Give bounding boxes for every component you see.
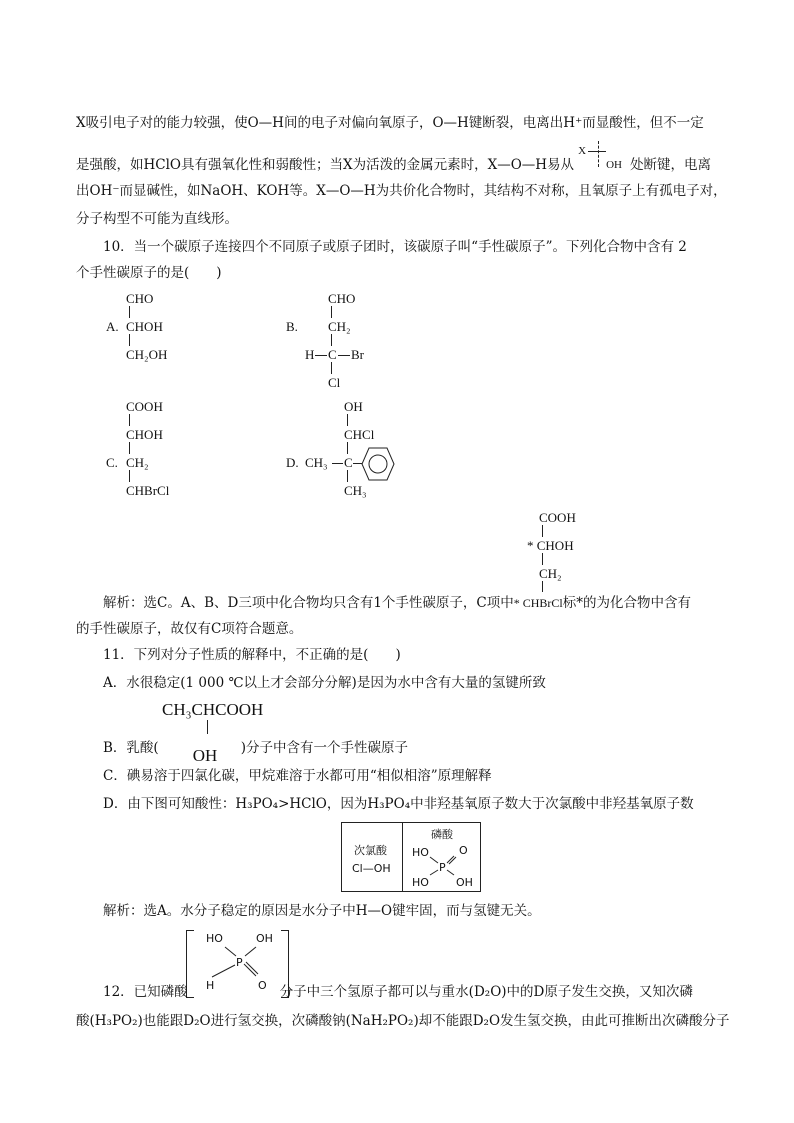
q12-line-2: 酸(H₃PO₂)也能跟D₂O进行氢交换，次磷酸钠(NaH₂PO₂)却不能跟D₂O发生氢交换，由此可推断出次磷酸分子 — [76, 1013, 730, 1029]
q11-analysis: 解析：选A。水分子稳定的原因是水分子中H—O键牢固，而与氢键无关。 — [103, 903, 541, 919]
p-atom: P — [439, 861, 446, 874]
text-segment: 是强酸，如HClO具有强氧化性和弱酸性；当X为活泼的金属元素时，X—O—H易从 — [76, 157, 575, 173]
d-chcl: CHCl — [344, 427, 375, 442]
acid-comparison-table — [341, 822, 481, 892]
q11-option-c: C．碘易溶于四氯化碳，甲烷难溶于水都可用“相似相溶”原理解释 — [103, 768, 492, 784]
option-c-label: C. — [106, 455, 118, 470]
q11-option-b — [103, 738, 408, 765]
a-ch2oh: CH₂OH — [126, 347, 168, 362]
option-d-label: D. — [286, 455, 299, 470]
o-double: O — [459, 844, 468, 857]
lactic-oh: OH — [192, 746, 218, 765]
option-b-label: B. — [286, 319, 298, 334]
ans-chbrcl: * CHBrCl — [513, 596, 563, 610]
c-ch2: CH₂ — [126, 455, 149, 470]
ho-2: HO — [412, 876, 429, 889]
d-ch3-left: CH₃ — [305, 455, 328, 470]
q11-stem: 11．下列对分子性质的解释中，不正确的是( ) — [103, 647, 401, 663]
d-oh: OH — [344, 399, 363, 414]
b-br: Br — [351, 347, 364, 362]
bond-line — [588, 151, 606, 152]
analysis-text-line-2 — [76, 145, 712, 175]
bond — [331, 362, 332, 374]
q10-analysis-line-1 — [103, 593, 691, 613]
table-divider — [402, 823, 403, 891]
break-line — [598, 141, 599, 167]
b-cho: CHO — [328, 291, 356, 306]
option-a-label: A. — [106, 319, 119, 334]
q10-stem-line-1: 10．当一个碳原子连接四个不同原子或原子团时，该碳原子叫“手性碳原子”。下列化合物中含有 2 — [103, 239, 687, 255]
p12-ho: HO — [206, 932, 223, 945]
text-segment: 12．已知磷酸 — [103, 984, 188, 1000]
benzene-ring-icon — [361, 447, 395, 481]
d-c: C — [344, 455, 353, 470]
ans-cooh: COOH — [539, 510, 576, 525]
bond — [347, 470, 348, 482]
analysis-text-line-3: 出OH⁻而显碱性，如NaOH、KOH等。X—O—H为共价化合物时，其结构不对称，且氧原子上有孤电子对， — [76, 183, 727, 199]
p12-bonds — [210, 940, 270, 986]
text-segment: 标*的为化合物中含有 — [562, 595, 692, 611]
p12-h: H — [206, 979, 215, 992]
b-h: H — [305, 347, 315, 362]
text-segment: 处断键，电离 — [630, 157, 712, 173]
text-segment: 分子中三个氢原子都可以与重水(D₂O)中的D原子发生交换，又知次磷 — [279, 984, 693, 1000]
text-segment: )分子中含有一个手性碳原子 — [240, 740, 408, 756]
hypochlorous-formula: Cl—OH — [352, 862, 391, 875]
text-segment: B．乳酸( — [103, 740, 159, 756]
ans-ch2: CH₂ — [539, 566, 562, 581]
c-choh: CHOH — [126, 427, 163, 442]
xo-bond-break-diagram — [574, 145, 630, 175]
c-chbrcl: CHBrCl — [126, 483, 170, 498]
bond — [129, 334, 130, 346]
p12-o: O — [258, 979, 267, 992]
ans-choh: * CHOH — [527, 538, 574, 553]
text-segment: 解析：选C。A、B、D三项中化合物均只含有1个手性碳原子，C项中 — [103, 595, 514, 611]
bond — [331, 306, 332, 318]
phosphoric-title: 磷酸 — [431, 828, 453, 841]
b-ch2: CH₂ — [328, 319, 351, 334]
a-choh: CHOH — [126, 319, 163, 334]
oh-group: OH — [606, 159, 622, 171]
p12-p: P — [236, 956, 243, 969]
bond — [207, 720, 208, 734]
oh-1: OH — [456, 876, 473, 889]
bond — [129, 442, 130, 454]
c-cooh: COOH — [126, 399, 163, 414]
analysis-text-line-4: 分子构型不可能为直线形。 — [76, 211, 238, 227]
q11-option-a: A．水很稳定(1 000 ℃以上才会部分分解)是因为水中含有大量的氢键所致 — [103, 675, 546, 691]
bond — [347, 414, 348, 426]
q12-line-1 — [103, 982, 693, 1002]
bond — [338, 355, 350, 356]
a-cho: CHO — [126, 291, 154, 306]
x-atom: X — [578, 145, 587, 157]
bond — [332, 463, 343, 464]
analysis-text-line-1: X吸引电子对的能力较强，使O—H间的电子对偏向氧原子，O—H键断裂，电离出H⁺而显酸性，但不一定 — [76, 115, 704, 131]
q10-stem-line-2: 个手性碳原子的是( ) — [76, 265, 222, 281]
bond — [129, 470, 130, 482]
hypochlorous-title: 次氯酸 — [354, 844, 387, 857]
bond — [129, 414, 130, 426]
q10-analysis-line-2: 的手性碳原子，故仅有C项符合题意。 — [76, 621, 303, 637]
d-ch3-bottom: CH₃ — [344, 483, 367, 498]
q11-option-d: D．由下图可知酸性：H₃PO₄>HClO，因为H₃PO₄中非羟基氧原子数大于次氯酸中非羟基氧原子数 — [103, 796, 694, 812]
p12-oh: OH — [256, 932, 273, 945]
bond — [315, 355, 327, 356]
ho-1: HO — [412, 846, 429, 859]
lactic-acid-formula: CH₃CHCOOH — [162, 700, 264, 719]
bond — [542, 553, 543, 565]
phosphoric-bonds — [422, 851, 462, 881]
bond — [347, 442, 348, 454]
bond — [542, 525, 543, 537]
b-c: C — [328, 347, 337, 362]
b-cl: Cl — [328, 375, 341, 390]
bond — [331, 334, 332, 346]
bond — [542, 581, 543, 592]
bond — [129, 306, 130, 318]
